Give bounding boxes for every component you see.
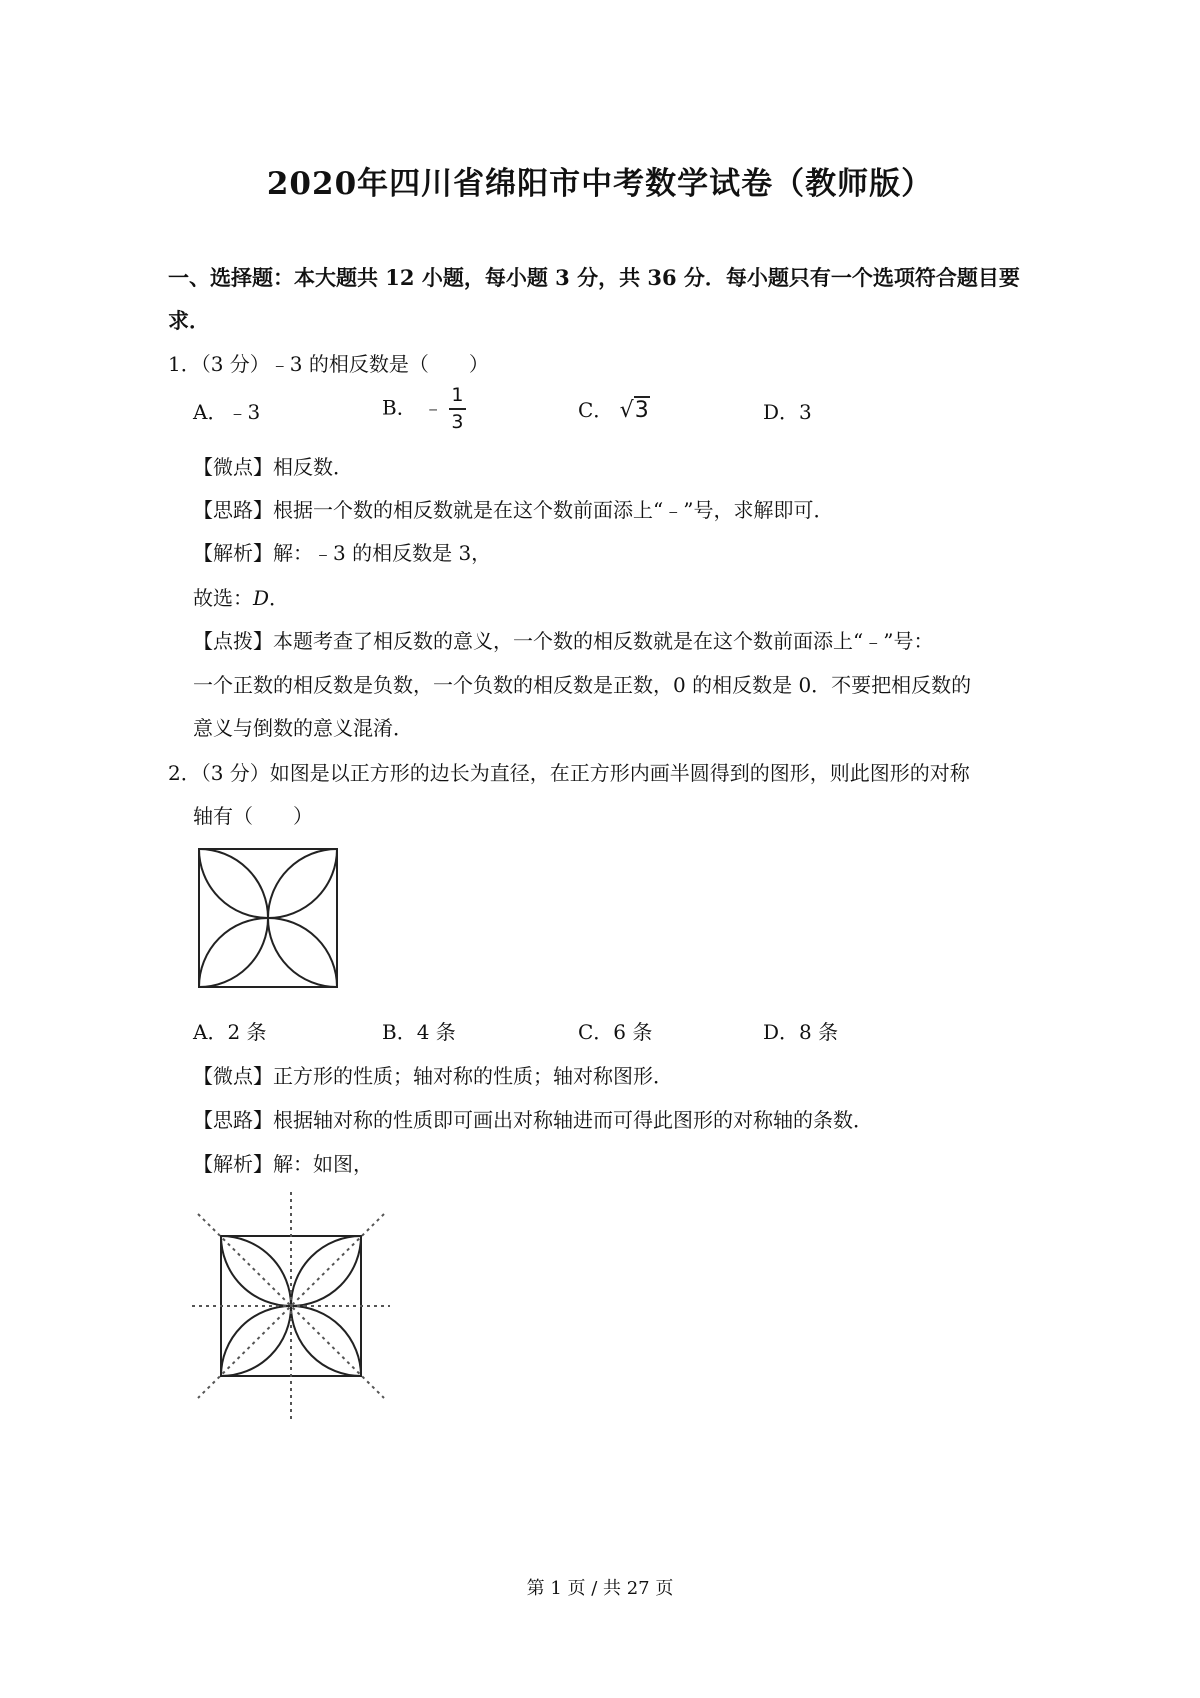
q1-option-b-label: B． xyxy=(382,395,417,420)
q1-option-b xyxy=(382,386,466,432)
q1-option-d: D．3 xyxy=(763,400,812,424)
q1-option-c-sqrt: √3 xyxy=(619,398,649,423)
q1-dianbo-line-1: 【点拨】本题考查了相反数的意义，一个数的相反数就是在这个数前面添上“﹣”号： xyxy=(193,629,934,653)
q1-option-c-label: C． xyxy=(578,398,614,422)
page-title: 2020年四川省绵阳市中考数学试卷（教师版） xyxy=(266,166,934,202)
q2-weidian: 【微点】正方形的性质；轴对称的性质；轴对称图形． xyxy=(193,1064,673,1088)
q2-silu: 【思路】根据轴对称的性质即可画出对称轴进而可得此图形的对称轴的条数． xyxy=(193,1108,873,1132)
q1-dianbo-line-2: 一个正数的相反数是负数，一个负数的相反数是正数，0 的相反数是 0．不要把相反数的 xyxy=(193,673,972,697)
fraction-denominator: 3 xyxy=(451,411,464,433)
q1-weidian: 【微点】相反数． xyxy=(193,455,353,479)
q2-option-c: C．6 条 xyxy=(578,1020,653,1044)
sqrt-radicand: 3 xyxy=(634,398,649,423)
q1-jiexi: 【解析】解：﹣3 的相反数是 3， xyxy=(193,541,492,565)
q2-jiexi: 【解析】解：如图， xyxy=(193,1152,373,1176)
q1-option-c xyxy=(578,394,650,423)
q1-dianbo-line-3: 意义与倒数的意义混淆． xyxy=(193,716,413,740)
page-footer: 第 1 页 / 共 27 页 xyxy=(526,1578,674,1599)
q1-answer-prefix: 故选： xyxy=(193,586,253,610)
q1-option-b-fraction xyxy=(449,386,465,432)
q2-stem-line-2: 轴有（ ） xyxy=(193,804,313,828)
q1-stem: 1．（3 分）﹣3 的相反数是（ ） xyxy=(168,352,489,376)
section-heading-line-2: 求． xyxy=(168,308,210,333)
fraction-numerator: 1 xyxy=(449,386,465,410)
q2-figure-symmetry-axes xyxy=(190,1190,390,1426)
q1-option-a: A．﹣3 xyxy=(193,400,261,424)
q1-answer-suffix: ． xyxy=(269,586,290,610)
section-heading-line-1: 一、选择题：本大题共 12 小题，每小题 3 分，共 36 分．每小题只有一个选项符合题目要 xyxy=(168,265,1020,290)
q2-option-b: B．4 条 xyxy=(382,1020,456,1044)
q1-silu: 【思路】根据一个数的相反数就是在这个数前面添上“﹣”号，求解即可． xyxy=(193,498,834,522)
q1-option-b-sign: ﹣ xyxy=(423,395,444,420)
q1-answer xyxy=(193,582,289,611)
q2-stem-line-1: 2．（3 分）如图是以正方形的边长为直径，在正方形内画半圆得到的图形，则此图形的对称 xyxy=(168,761,970,785)
q1-answer-letter: D xyxy=(253,586,270,610)
q2-option-a: A．2 条 xyxy=(193,1020,267,1044)
q2-figure-square-semicircles xyxy=(198,848,338,988)
q2-option-d: D．8 条 xyxy=(763,1020,839,1044)
